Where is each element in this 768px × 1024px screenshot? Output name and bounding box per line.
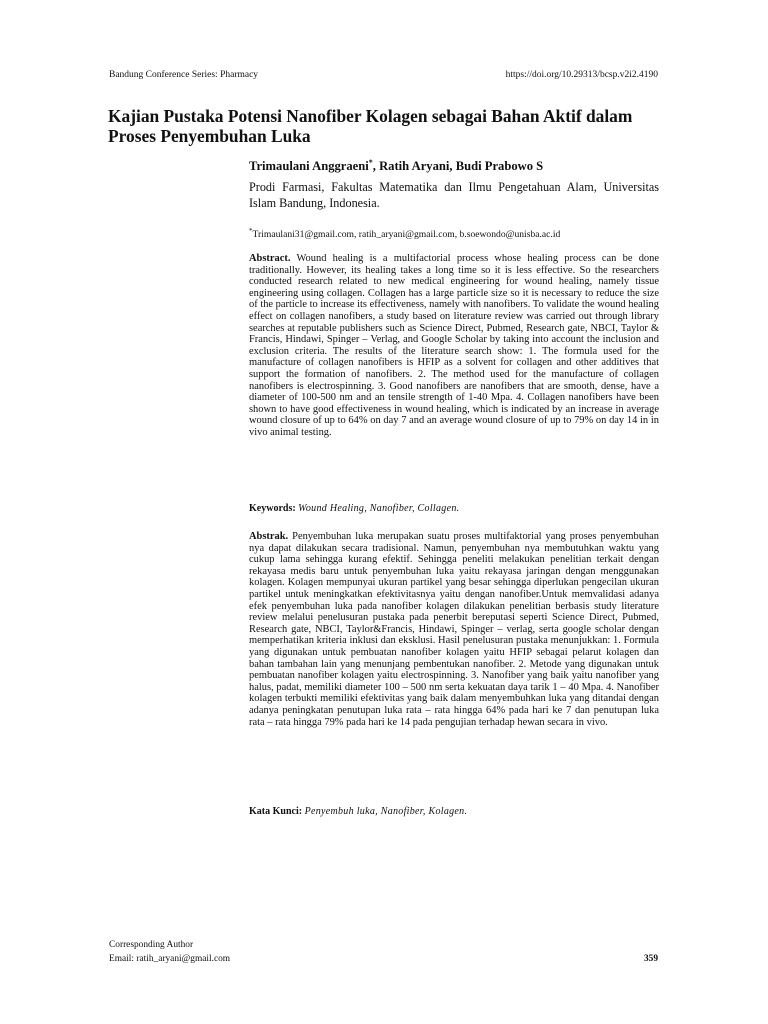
abstract-text: Wound healing is a multifactorial process whose healing process can be done traditionally. However, its healing takes a long time so it is less effective. So the researchers conducted research related to new medical engineering for wound healing, namely tissue engineering using collagen. Collagen has a large particle size so it is necessary to reduce the size of the particle to increase its effectiveness, namely with nanofibers. To validate the wound healing effect on collagen nanofibers, a study based on literature review was carried out through library searches at reputable publishers such as Science Direct, Pubmed, Research gate, NBCI, Taylor & Francis, Hindawi, Spinger – Verlag, and Google Scholar by taking into account the inclusion and exclusion criteria. The results of the literature search show: 1. The formula used for the manufacture of collagen nanofibers is HFIP as a solvent for collagen and other additives that support the formation of nanofibers. 2. The method used for the manufacture of collagen nanofibers is electrospinning. 3. Good nanofibers are nanofibers that are smooth, dense, have a diameter of 100-500 nm and an tensile strength of 1-40 Mpa. 4. Collagen nanofibers have been shown to have good effectiveness in wound healing, which is indicated by an increase in average wound closure of up to 64% on day 7 and an average wound closure of up to 79% on day 14 in in vivo animal testing. (249, 253, 659, 438)
corresponding-email: Email: ratih_aryani@gmail.com (109, 954, 231, 964)
author-first: Trimaulani Anggraeni (249, 159, 369, 174)
author-list (249, 155, 659, 174)
abstract-label: Abstract. (249, 253, 291, 264)
journal-series: Bandung Conference Series: Pharmacy (109, 70, 259, 80)
kata-kunci-text: Penyembuh luka, Nanofiber, Kolagen. (304, 806, 468, 817)
keywords-english (249, 503, 659, 515)
author-rest: , Ratih Aryani, Budi Prabowo S (372, 159, 544, 174)
keywords-label: Keywords: (249, 503, 296, 514)
affiliation: Prodi Farmasi, Fakultas Matematika dan Ilmu Pengetahuan Alam, Universitas Islam Bandung, Indonesia. (249, 180, 659, 210)
email-mark: * (249, 227, 253, 235)
kata-kunci-label: Kata Kunci: (249, 806, 303, 817)
keywords-text: Wound Healing, Nanofiber, Collagen. (298, 503, 460, 514)
abstract-english (249, 253, 659, 439)
doi-link[interactable]: https://doi.org/10.29313/bcsp.v2i2.4190 (505, 70, 658, 80)
abstract-indonesian (249, 531, 659, 728)
email-list: Trimaulani31@gmail.com, ratih_aryani@gmail.com, b.soewondo@unisba.ac.id (252, 229, 561, 241)
keywords-indonesian (249, 806, 659, 818)
abstrak-label: Abstrak. (249, 531, 289, 542)
corresponding-author-label: Corresponding Author (109, 940, 194, 950)
abstrak-text: Penyembuhan luka merupakan suatu proses multifaktorial yang proses penyembuhan nya dapat dilakukan secara tradisional. Namun, penyembuhan nya membutuhkan waktu yang cukup lama sehingga kurang efektif. Sehingga peneliti melakukan penelitian terkait dengan rekayasa medis baru untuk penyembuhan luka yaitu rekayasa jaringan dengan menggunakan kolagen. Kolagen mempunyai ukuran partikel yang besar sehingga diperlukan pengecilan ukuran partikel untuk meningkatkan efektivitasnya yaitu dengan nanofiber.Untuk memvalidasi adanya efek penyembuhan luka pada nanofiber kolagen dilakukan penelitian berbasis study literature review melalui penelusuran pustaka pada penerbit bereputasi seperti Science Direct, Pubmed, Research gate, NBCI, Taylor&Francis, Hindawi, Spinger – verlag, serta google scholar dengan memperhatikan kriteria inklusi dan eksklusi. Hasil penelusuran pustaka menunjukkan: 1. Formula yang digunakan untuk pembuatan nanofiber kolagen yaitu HFIP sebagai pelarut kolagen dan bahan tambahan lain yang menunjang pembentukan nanofiber. 2. Metode yang digunakan untuk pembuatan nanofiber kolagen yaitu electrospinning. 3. Nanofiber yang baik yaitu nanofiber yang halus, padat, memiliki diameter 100 – 500 nm serta kekuatan daya tarik 1 – 40 Mpa. 4. Nanofiber kolagen terbukti memiliki efektivitas yang baik dalam menyembuhkan luka yang ditandai dengan adanya peningkatan penutupan luka rata – rata hingga 64% pada hari ke 7 dan penutupan luka rata – rata hingga 79% pada hari ke 14 pada pengujian terhadap hewan secara in vivo. (249, 531, 660, 728)
paper-title: Kajian Pustaka Potensi Nanofiber Kolagen sebagai Bahan Aktif dalam Proses Penyembuhan Luka (108, 106, 633, 146)
author-emails (249, 225, 659, 241)
corresponding-mark: * (368, 158, 373, 167)
page-number: 359 (643, 954, 658, 964)
